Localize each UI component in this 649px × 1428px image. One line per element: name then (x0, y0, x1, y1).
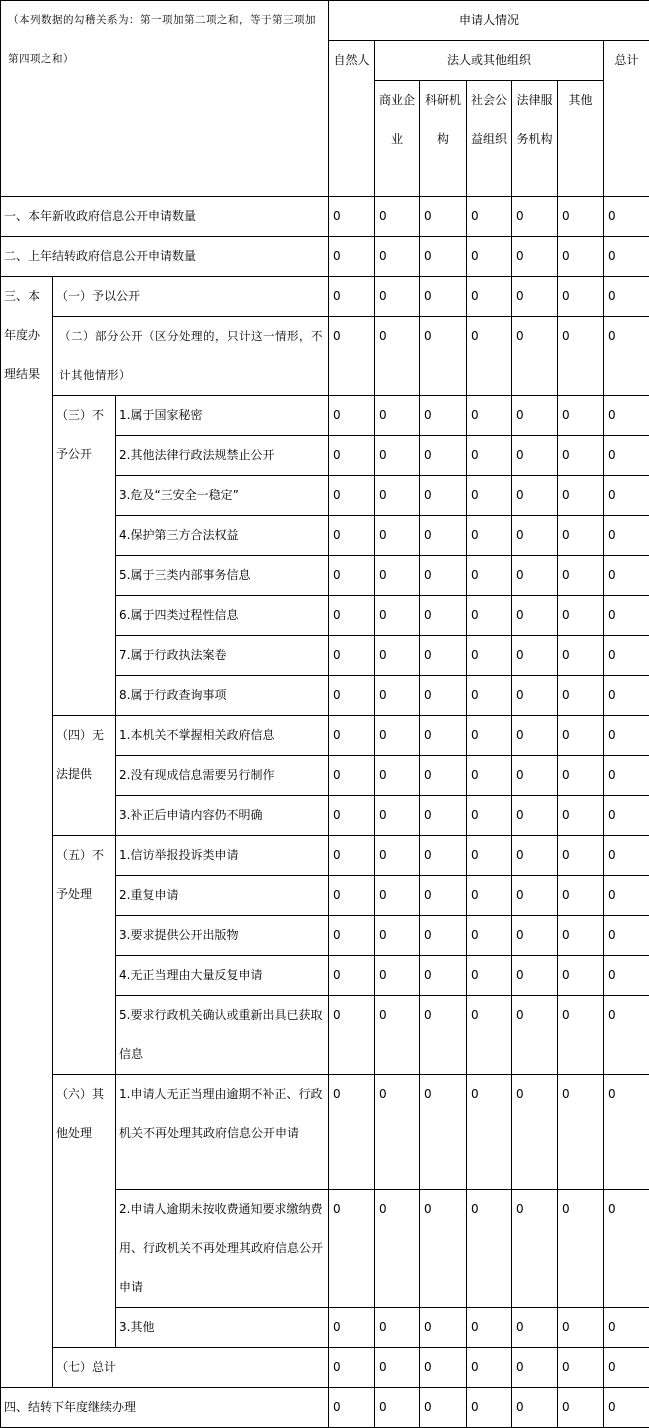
value-cell: 0 (604, 1348, 649, 1388)
value-cell: 0 (467, 956, 512, 996)
value-cell: 0 (420, 396, 467, 436)
value-cell: 0 (512, 197, 558, 237)
value-cell: 0 (329, 996, 375, 1075)
value-cell: 0 (467, 1190, 512, 1308)
value-cell: 0 (375, 1348, 420, 1388)
value-cell: 0 (375, 516, 420, 556)
value-cell: 0 (420, 876, 467, 916)
value-cell: 0 (604, 796, 649, 836)
value-cell: 0 (558, 476, 604, 516)
value-cell: 0 (604, 516, 649, 556)
item-label: 2.申请人逾期未按收费通知要求缴纳费用、行政机关不再处理其政府信息公开申请 (116, 1190, 329, 1308)
value-cell: 0 (329, 1190, 375, 1308)
value-cell: 0 (558, 436, 604, 476)
item-label: 6.属于四类过程性信息 (116, 596, 329, 636)
value-cell: 0 (512, 756, 558, 796)
value-cell: 0 (512, 1075, 558, 1190)
value-cell: 0 (420, 796, 467, 836)
value-cell: 0 (467, 1348, 512, 1388)
value-cell: 0 (604, 596, 649, 636)
table-row (1, 197, 649, 237)
item-label: 1.申请人无正当理由逾期不补正、行政机关不再处理其政府信息公开申请 (116, 1075, 329, 1190)
item-label: 3.危及“三安全一稳定” (116, 476, 329, 516)
value-cell: 0 (467, 996, 512, 1075)
item-label: 1.信访举报投诉类申请 (116, 836, 329, 876)
value-cell: 0 (558, 396, 604, 436)
value-cell: 0 (329, 237, 375, 277)
value-cell: 0 (558, 916, 604, 956)
group-label-cannot-provide: （四）无法提供 (53, 716, 116, 836)
value-cell: 0 (375, 636, 420, 676)
value-cell: 0 (467, 1308, 512, 1348)
value-cell: 0 (604, 436, 649, 476)
value-cell: 0 (420, 716, 467, 756)
value-cell: 0 (467, 556, 512, 596)
value-cell: 0 (467, 516, 512, 556)
value-cell: 0 (604, 636, 649, 676)
value-cell: 0 (375, 197, 420, 237)
value-cell: 0 (558, 836, 604, 876)
value-cell: 0 (558, 197, 604, 237)
value-cell: 0 (467, 636, 512, 676)
value-cell: 0 (512, 1388, 558, 1428)
header-col-legal-service: 法律服务机构 (512, 81, 558, 197)
value-cell: 0 (558, 996, 604, 1075)
value-cell: 0 (375, 716, 420, 756)
item-label: 4.无正当理由大量反复申请 (116, 956, 329, 996)
value-cell: 0 (467, 277, 512, 317)
value-cell: 0 (420, 277, 467, 317)
table-row (1, 1075, 649, 1190)
item-label: 2.没有现成信息需要另行制作 (116, 756, 329, 796)
value-cell: 0 (329, 277, 375, 317)
value-cell: 0 (420, 756, 467, 796)
value-cell: 0 (375, 556, 420, 596)
table-row (1, 237, 649, 277)
row-label-carry-forward: 四、结转下年度继续办理 (1, 1388, 329, 1428)
value-cell: 0 (604, 396, 649, 436)
value-cell: 0 (420, 916, 467, 956)
value-cell: 0 (512, 676, 558, 716)
value-cell: 0 (375, 796, 420, 836)
value-cell: 0 (558, 1190, 604, 1308)
value-cell: 0 (329, 756, 375, 796)
value-cell: 0 (512, 436, 558, 476)
value-cell: 0 (604, 876, 649, 916)
header-natural-person: 自然人 (329, 41, 375, 197)
value-cell: 0 (512, 396, 558, 436)
value-cell: 0 (420, 1190, 467, 1308)
value-cell: 0 (467, 436, 512, 476)
value-cell: 0 (375, 476, 420, 516)
value-cell: 0 (512, 1348, 558, 1388)
value-cell: 0 (558, 1388, 604, 1428)
value-cell: 0 (467, 796, 512, 836)
value-cell: 0 (558, 676, 604, 716)
group-label-other-handling: （六）其他处理 (53, 1075, 116, 1348)
value-cell: 0 (420, 197, 467, 237)
value-cell: 0 (467, 237, 512, 277)
value-cell: 0 (329, 956, 375, 996)
value-cell: 0 (329, 916, 375, 956)
value-cell: 0 (604, 836, 649, 876)
value-cell: 0 (329, 836, 375, 876)
value-cell: 0 (467, 596, 512, 636)
value-cell: 0 (329, 516, 375, 556)
value-cell: 0 (604, 716, 649, 756)
value-cell: 0 (420, 996, 467, 1075)
value-cell: 0 (604, 916, 649, 956)
value-cell: 0 (604, 996, 649, 1075)
value-cell: 0 (375, 756, 420, 796)
value-cell: 0 (604, 277, 649, 317)
value-cell: 0 (558, 556, 604, 596)
value-cell: 0 (420, 556, 467, 596)
value-cell: 0 (420, 836, 467, 876)
value-cell: 0 (375, 317, 420, 396)
value-cell: 0 (558, 636, 604, 676)
value-cell: 0 (420, 317, 467, 396)
value-cell: 0 (558, 1348, 604, 1388)
value-cell: 0 (558, 956, 604, 996)
value-cell: 0 (329, 1308, 375, 1348)
value-cell: 0 (375, 1075, 420, 1190)
header-col-other: 其他 (558, 81, 604, 197)
value-cell: 0 (329, 476, 375, 516)
value-cell: 0 (467, 756, 512, 796)
header-col-business: 商业企业 (375, 81, 420, 197)
value-cell: 0 (420, 1388, 467, 1428)
value-cell: 0 (512, 317, 558, 396)
value-cell: 0 (604, 676, 649, 716)
item-label: 5.属于三类内部事务信息 (116, 556, 329, 596)
item-label: 7.属于行政执法案卷 (116, 636, 329, 676)
value-cell: 0 (329, 676, 375, 716)
value-cell: 0 (604, 756, 649, 796)
value-cell: 0 (375, 1388, 420, 1428)
item-label: 3.补正后申请内容仍不明确 (116, 796, 329, 836)
value-cell: 0 (512, 836, 558, 876)
value-cell: 0 (558, 237, 604, 277)
value-cell: 0 (512, 916, 558, 956)
item-label: 5.要求行政机关确认或重新出具已获取信息 (116, 996, 329, 1075)
value-cell: 0 (512, 636, 558, 676)
header-applicant-situation: 申请人情况 (329, 1, 649, 41)
value-cell: 0 (329, 596, 375, 636)
value-cell: 0 (329, 1348, 375, 1388)
table-row (1, 836, 649, 876)
table-row (1, 317, 649, 396)
value-cell: 0 (329, 556, 375, 596)
value-cell: 0 (512, 277, 558, 317)
table-note: （本列数据的勾稽关系为：第一项加第二项之和，等于第三项加第四项之和） (1, 1, 329, 197)
value-cell: 0 (420, 436, 467, 476)
value-cell: 0 (467, 1388, 512, 1428)
value-cell: 0 (558, 277, 604, 317)
value-cell: 0 (329, 1388, 375, 1428)
value-cell: 0 (467, 1075, 512, 1190)
value-cell: 0 (467, 317, 512, 396)
value-cell: 0 (467, 716, 512, 756)
row-label-section-three: 三、本年度办理结果 (1, 277, 53, 1388)
value-cell: 0 (467, 396, 512, 436)
value-cell: 0 (604, 956, 649, 996)
header-total: 总计 (604, 41, 649, 197)
item-label: 3.要求提供公开出版物 (116, 916, 329, 956)
value-cell: 0 (420, 596, 467, 636)
header-col-public-welfare: 社会公益组织 (467, 81, 512, 197)
header-col-research: 科研机构 (420, 81, 467, 197)
row-label-new-applications: 一、本年新收政府信息公开申请数量 (1, 197, 329, 237)
value-cell: 0 (467, 836, 512, 876)
value-cell: 0 (375, 1190, 420, 1308)
value-cell: 0 (558, 516, 604, 556)
value-cell: 0 (420, 237, 467, 277)
value-cell: 0 (604, 237, 649, 277)
row-label-publicized: （一）予以公开 (53, 277, 329, 317)
value-cell: 0 (420, 676, 467, 716)
table-row (1, 277, 649, 317)
value-cell: 0 (512, 476, 558, 516)
item-label: 4.保护第三方合法权益 (116, 516, 329, 556)
value-cell: 0 (558, 317, 604, 396)
value-cell: 0 (512, 956, 558, 996)
value-cell: 0 (375, 956, 420, 996)
value-cell: 0 (604, 1190, 649, 1308)
value-cell: 0 (467, 476, 512, 516)
value-cell: 0 (329, 396, 375, 436)
group-label-not-processed: （五）不予处理 (53, 836, 116, 1075)
group-label-not-disclosed: （三）不予公开 (53, 396, 116, 716)
value-cell: 0 (558, 596, 604, 636)
table-row (1, 1388, 649, 1428)
value-cell: 0 (420, 636, 467, 676)
value-cell: 0 (558, 796, 604, 836)
value-cell: 0 (375, 1308, 420, 1348)
value-cell: 0 (329, 317, 375, 396)
value-cell: 0 (512, 516, 558, 556)
value-cell: 0 (558, 876, 604, 916)
value-cell: 0 (329, 796, 375, 836)
value-cell: 0 (467, 676, 512, 716)
header-legal-org: 法人或其他组织 (375, 41, 604, 81)
value-cell: 0 (467, 197, 512, 237)
value-cell: 0 (512, 796, 558, 836)
value-cell: 0 (375, 396, 420, 436)
item-label: 3.其他 (116, 1308, 329, 1348)
value-cell: 0 (604, 317, 649, 396)
value-cell: 0 (558, 1075, 604, 1190)
row-label-carried-over: 二、上年结转政府信息公开申请数量 (1, 237, 329, 277)
value-cell: 0 (558, 756, 604, 796)
value-cell: 0 (467, 916, 512, 956)
table-row (1, 716, 649, 756)
value-cell: 0 (375, 676, 420, 716)
item-label: 1.本机关不掌握相关政府信息 (116, 716, 329, 756)
value-cell: 0 (604, 1308, 649, 1348)
value-cell: 0 (375, 996, 420, 1075)
value-cell: 0 (558, 716, 604, 756)
value-cell: 0 (420, 956, 467, 996)
value-cell: 0 (420, 1348, 467, 1388)
row-label-partial: （二）部分公开（区分处理的，只计这一情形，不计其他情形） (53, 317, 329, 396)
value-cell: 0 (604, 197, 649, 237)
row-label-subtotal: （七）总计 (53, 1348, 329, 1388)
table-row (1, 396, 649, 436)
value-cell: 0 (512, 996, 558, 1075)
value-cell: 0 (512, 1190, 558, 1308)
value-cell: 0 (512, 596, 558, 636)
value-cell: 0 (375, 596, 420, 636)
value-cell: 0 (512, 237, 558, 277)
value-cell: 0 (512, 1308, 558, 1348)
value-cell: 0 (420, 516, 467, 556)
value-cell: 0 (375, 436, 420, 476)
value-cell: 0 (467, 876, 512, 916)
value-cell: 0 (604, 1075, 649, 1190)
value-cell: 0 (420, 1075, 467, 1190)
value-cell: 0 (375, 836, 420, 876)
table-row (1, 1348, 649, 1388)
value-cell: 0 (375, 277, 420, 317)
value-cell: 0 (375, 237, 420, 277)
value-cell: 0 (420, 1308, 467, 1348)
value-cell: 0 (512, 716, 558, 756)
value-cell: 0 (329, 1075, 375, 1190)
item-label: 2.其他法律行政法规禁止公开 (116, 436, 329, 476)
value-cell: 0 (604, 1388, 649, 1428)
value-cell: 0 (604, 556, 649, 596)
value-cell: 0 (512, 876, 558, 916)
item-label: 1.属于国家秘密 (116, 396, 329, 436)
value-cell: 0 (329, 876, 375, 916)
value-cell: 0 (375, 916, 420, 956)
value-cell: 0 (558, 1308, 604, 1348)
value-cell: 0 (329, 716, 375, 756)
value-cell: 0 (329, 436, 375, 476)
item-label: 2.重复申请 (116, 876, 329, 916)
value-cell: 0 (329, 636, 375, 676)
value-cell: 0 (604, 476, 649, 516)
value-cell: 0 (420, 476, 467, 516)
value-cell: 0 (329, 197, 375, 237)
value-cell: 0 (375, 876, 420, 916)
value-cell: 0 (512, 556, 558, 596)
item-label: 8.属于行政查询事项 (116, 676, 329, 716)
